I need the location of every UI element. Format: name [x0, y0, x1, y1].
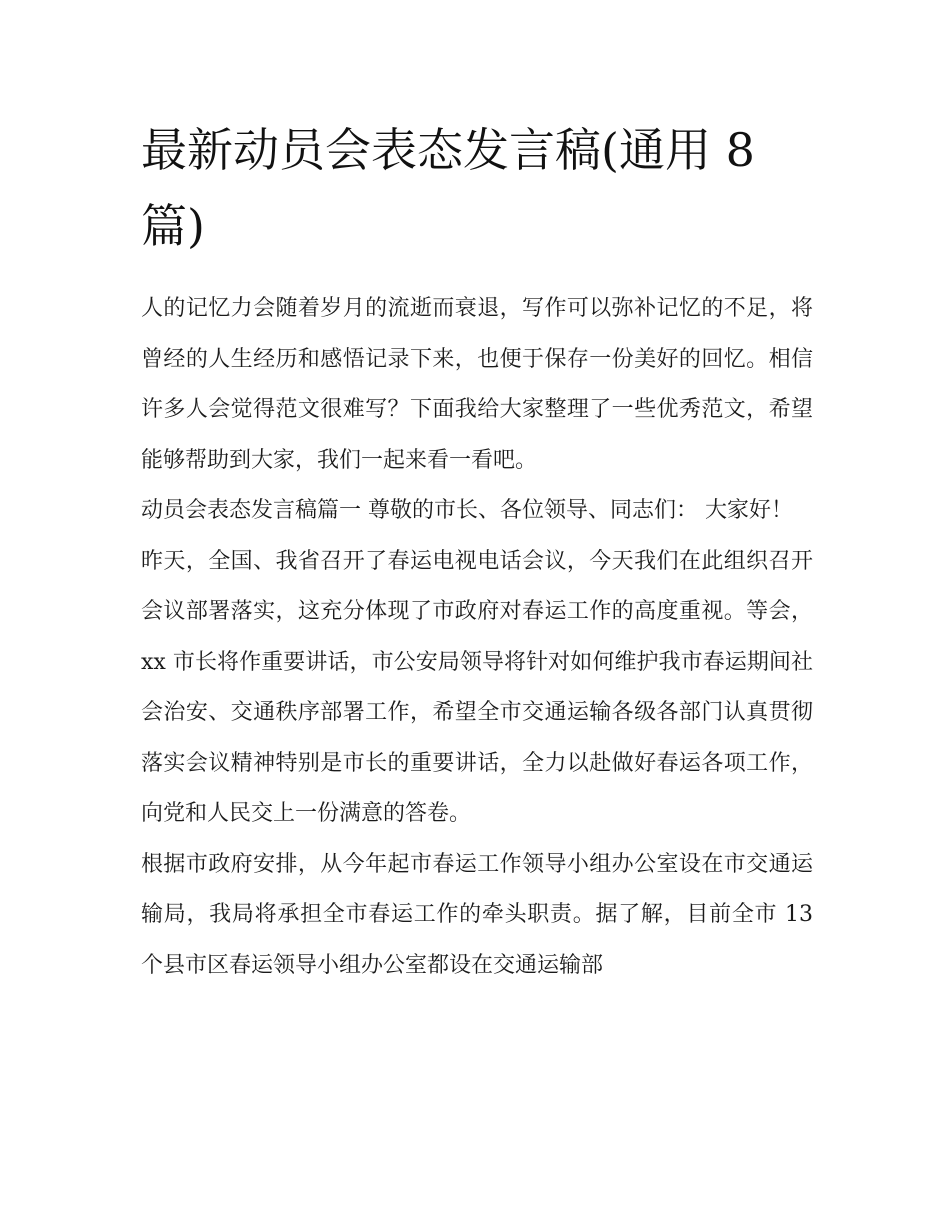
- document-body: [141, 284, 813, 991]
- paragraph-arrangement: 根据市政府安排，从今年起市春运工作领导小组办公室设在市交通运输局，我局将承担全市春运工作的牵头职责。据了解，目前全市 13 个县市区春运领导小组办公室都设在交通运输部: [141, 851, 813, 978]
- paragraph-intro: 人的记忆力会随着岁月的流逝而衰退，写作可以弥补记忆的不足，将曾经的人生经历和感悟记录下来，也便于保存一份美好的回忆。相信许多人会觉得范文很难写？下面我给大家整理了一些优秀范文，希望能够帮助到大家，我们一起来看一看吧。: [141, 296, 813, 473]
- paragraph-meeting: 昨天，全国、我省召开了春运电视电话会议，今天我们在此组织召开会议部署落实，这充分体现了市政府对春运工作的高度重视。等会，xx 市长将作重要讲话，市公安局领导将针对如何维护我市春运期间社会治安、交通秩序部署工作，希望全市交通运输各级各部门认真贯彻落实会议精神特别是市长的重要讲话，全力以赴做好春运各项工作，向党和人民交上一份满意的答卷。: [141, 548, 813, 826]
- paragraph-greeting: 动员会表态发言稿篇一 尊敬的市长、各位领导、同志们： 大家好！: [141, 498, 793, 523]
- document-content: [141, 112, 813, 991]
- document-title: 最新动员会表态发言稿(通用 8 篇): [141, 123, 755, 253]
